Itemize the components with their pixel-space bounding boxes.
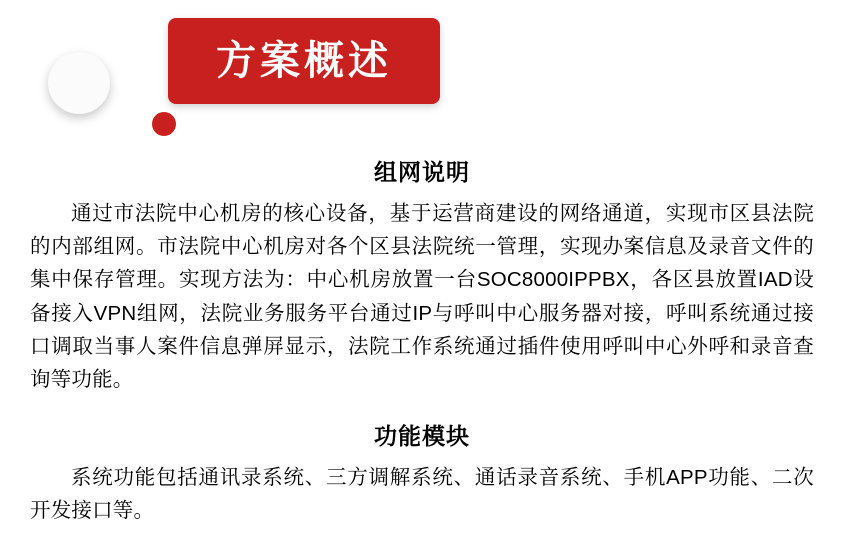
title-plate — [168, 18, 440, 104]
section-heading-networking: 组网说明 — [374, 159, 470, 185]
banner — [0, 0, 844, 150]
section-paragraph-networking: 通过市法院中心机房的核心设备，基于运营商建设的网络通道，实现市区县法院的内部组网。市法院中心机房对各个区县法院统一管理，实现办案信息及录音文件的集中保存管理。实现方法为：中心机房放置一台SOC8000IPPBX，各区县放置IAD设备接入VPN组网，法院业务服务平台通过IP与呼叫中心服务器对接，呼叫系统通过接口调取当事人案件信息弹屏显示，法院工作系统通过插件使用呼叫中心外呼和录音查询等功能。 — [30, 202, 814, 392]
document-content — [0, 154, 844, 528]
section-paragraph-modules: 系统功能包括通讯录系统、三方调解系统、通话录音系统、手机APP功能、二次开发接口等。 — [30, 466, 814, 523]
section-heading-modules: 功能模块 — [374, 423, 470, 450]
decorative-circle-large — [48, 52, 110, 114]
decorative-dot-small — [152, 112, 176, 136]
page-title: 方案概述 — [216, 39, 392, 83]
